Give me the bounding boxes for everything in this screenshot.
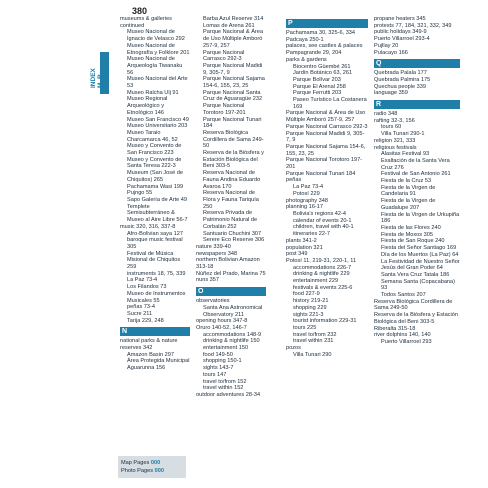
index-entry: entertainment 150: [203, 345, 249, 352]
index-entry: shopping 229: [293, 304, 327, 311]
index-entry: outdoor adventures 28-34: [196, 391, 261, 398]
index-entry: Amazon Basin 297: [127, 351, 174, 358]
index-entry: population 321: [286, 244, 323, 251]
index-entry: Exaltación de la Santa Vera Cruz 276: [381, 157, 450, 171]
index-entry: Parque Nacional & Área de Uso Múltiple Amboró 257-9, 257: [286, 110, 366, 124]
index-entry: Fiesta de San Roque 240: [381, 238, 445, 245]
index-entry: calendar of events 20-1: [293, 217, 352, 224]
index-entry: peñas 73-4: [127, 304, 155, 311]
index-entry: Fiesta de Moxos 305: [381, 231, 433, 238]
index-entry: Fiesta del Señor Santiago 169: [381, 245, 457, 252]
index-entry: Pampagrande 29, 204: [286, 50, 342, 57]
index-entry: Museo Ralcha Ulj 91: [127, 89, 179, 96]
index-entry: Museo Regional Arqueológico y Etnológico 146: [127, 96, 168, 116]
index-entry: Fiesta de la Virgen de Urkupiña 186: [381, 211, 460, 225]
index-entry: Semana Santa (Copacabana) 93: [381, 278, 456, 292]
index-entry: Museo Nacional de Etnografía y Folklore 201: [127, 42, 190, 56]
index-entry: Alasitas Festival 93: [381, 151, 430, 158]
index-entry: La Paz 73-4: [293, 184, 324, 191]
index-entry: Afro-Bolivian saya 127: [127, 230, 183, 237]
index-entry: Festival de San Antonio 261: [381, 171, 451, 178]
index-entry: travel within 231: [293, 338, 334, 345]
index-column-1: [120, 16, 190, 372]
index-entry: Reserva Privada de Patrimonio Natural de Corbalán 252: [203, 210, 258, 230]
index-entry: Museo San Francisco 49: [127, 116, 189, 123]
index-letter-heading: N: [120, 327, 190, 336]
index-entry: public holidays 349-9: [374, 29, 427, 36]
index-entry: Tarija 229, 248: [127, 317, 164, 324]
index-entry: Festival de Música Misional de Chiquitos 259: [127, 250, 181, 271]
index-column-3: [286, 16, 368, 358]
index-entry: Santa Ana Astronomical Observatory 211: [203, 304, 263, 318]
index-entry: Santuario Chuchini 307: [203, 230, 262, 237]
page-legend: [118, 456, 186, 478]
index-entry: Museo y Convento de Santa Teresa 222-3: [127, 156, 182, 170]
index-entry: Barba Azul Reserve 314: [203, 16, 264, 22]
index-column-2: [196, 16, 266, 399]
index-entry: Parque El Arenal 258: [293, 83, 346, 90]
index-entry: sights 221-3: [293, 311, 324, 318]
index-entry: Reserva de la Biósfera y Estación Biológica del Beni 303-5: [203, 150, 264, 170]
index-entry: history 219-21: [293, 298, 329, 305]
index-entry: Parque Nacional Sajama 154-6, 155, 23, 25: [286, 143, 366, 157]
index-entry: children, travel with 40-1: [293, 224, 354, 231]
index-entry: food 227-9: [293, 291, 320, 298]
index-entry: Núñez del Prado, Marina 75: [196, 270, 266, 277]
index-entry: Reserva Biológica Cordillera de Sama 249-50: [374, 298, 453, 312]
index-entry: Museo de Instrumentos Musicales 55: [127, 290, 186, 304]
index-entry: river dolphins 140, 140: [374, 332, 431, 339]
index-entry: travel to/from 152: [203, 378, 247, 385]
index-entry: Parque Nacional Torotoro 197-201: [203, 103, 246, 116]
index-letter-heading: O: [196, 287, 266, 296]
index-entry: language 359: [374, 90, 408, 97]
page-number: 380: [132, 6, 148, 16]
index-entry: Parque Nacional Santa Cruz de Aguaragüe 232: [203, 89, 263, 103]
index-entry: Pachamama Wasi 199: [127, 183, 184, 190]
index-entry: Reserva Nacional de Fauna Andina Eduardo Avaroa 170: [203, 170, 261, 190]
index-entry: Reserva de la Biósfera y Estación Biológica del Beni 303-5: [374, 312, 458, 325]
index-entry: Jardín Botánico 63, 261: [293, 70, 353, 77]
index-entry: travel to/from 232: [293, 331, 337, 338]
index-entry: nuns 357: [196, 277, 220, 284]
index-entry: drinking & nightlife 229: [293, 271, 350, 278]
index-entry: Museo Taraio Charcamarca 46, 52: [127, 129, 178, 143]
index-entry: Reserva Biológica Cordillera de Sama 249-50: [203, 129, 264, 150]
index-entry: tours 147: [203, 371, 227, 378]
index-entry: festivals & events 225-6: [293, 284, 353, 291]
index-entry: instruments 18, 75, 339: [127, 270, 186, 277]
index-entry: palaces, see castles & palaces: [286, 43, 363, 50]
index-entry: tours 225: [293, 324, 317, 331]
index-entry: Museo Universitario 203: [127, 123, 188, 130]
index-entry: Potosí 229: [293, 190, 320, 197]
index-entry: Fiesta de la Virgen de Guadalupe 207: [381, 198, 436, 211]
index-entry: northern Bolivian Amazon 313-18: [196, 257, 260, 271]
index-entry: Parque Bolívar 203: [293, 76, 341, 83]
index-entry: Potosí 11, 219-31, 220-1, 11: [286, 257, 357, 264]
index-entry: post 349: [286, 251, 308, 258]
index-entry: rafting 32-3, 156: [374, 117, 415, 124]
index-entry: Parque Nacional Carrasco 292-3: [203, 49, 245, 63]
index-entry: parks & gardens: [286, 56, 327, 63]
index-entry: Parque Nacional Torotoro 197-201: [286, 157, 363, 171]
index-entry: accommodations 226-7: [293, 264, 352, 271]
index-entry: museums & galleries continued: [120, 16, 172, 29]
index-entry: Día de los Muertos (La Paz) 64: [381, 251, 459, 258]
index-entry: Pujllay 20: [374, 42, 399, 49]
index-entry: Serere Eco Reserve 306: [203, 237, 265, 244]
index-entry: La Festividad de Nuestro Señor Jesús del Gran Poder 64: [381, 258, 460, 272]
index-entry: tours 60: [381, 124, 402, 131]
index-entry: Quebrada Palala 177: [374, 70, 427, 77]
index-entry: baroque music festival 305: [127, 237, 183, 250]
index-entry: photography 348: [286, 197, 328, 204]
index-entry: music 320, 316, 337-8: [120, 223, 176, 230]
index-entry: national parks & nature reserves 342: [120, 338, 178, 352]
index-entry: Lomas de Arena 261: [203, 22, 255, 29]
index-entry: Quechua people 339: [374, 83, 426, 90]
index-entry: radio 348: [374, 111, 398, 118]
index-entry: religion 321, 333: [374, 137, 416, 144]
index-column-4: [374, 16, 460, 346]
index-tab-label: INDEX M–R: [90, 68, 104, 88]
index-entry: opening hours 347-8: [196, 318, 248, 325]
index-entry: religious festivals: [374, 144, 417, 151]
index-entry: tourist information 229-31: [293, 318, 357, 325]
index-entry: Biocentro Güembé 261: [293, 63, 351, 70]
index-entry: Museo Nacional del Arte 53: [127, 76, 188, 90]
index-entry: Riberalta 315-18: [374, 325, 416, 332]
index-entry: Pachamama 30, 325-6, 334: [286, 30, 356, 36]
index-entry: Pujngo 55: [127, 190, 153, 197]
index-entry: Área Protegida Municipal Aguarunna 156: [127, 358, 190, 372]
index-entry: accommodations 148-9: [203, 331, 262, 338]
index-entry: Parque Nacional Carrasco 292-3: [286, 123, 368, 130]
index-entry: Quebrada Palmira 175: [374, 76, 431, 83]
index-entry: Puerto Villarroel 293: [381, 338, 432, 345]
index-entry: planning 16-17: [286, 204, 324, 211]
index-letter-heading: R: [374, 100, 460, 109]
index-entry: sights 143-7: [203, 365, 234, 372]
index-letter-heading: P: [286, 19, 368, 28]
index-entry: Museo y Convento de San Francisco 223: [127, 143, 182, 157]
index-entry: drinking & nightlife 150: [203, 338, 260, 345]
index-entry: Villa Tunari 290: [293, 351, 332, 358]
index-entry: newspapers 348: [196, 250, 238, 257]
index-entry: Pulacayo 166: [374, 49, 408, 56]
legend-map-pages: Map Pages 000: [121, 460, 161, 466]
index-entry: plants 341-2: [286, 237, 317, 244]
index-entry: Oruro 140-52, 146-7: [196, 324, 247, 331]
index-entry: peñas: [286, 177, 302, 184]
index-entry: Villa Tunari 290-1: [381, 131, 425, 138]
index-entry: Parque Nacional & Área de Uso Múltiple Amboró 257-9, 257: [203, 29, 264, 49]
index-entry: Bolivia's regions 42-4: [293, 210, 346, 217]
index-entry: Parque Nacional Tunari 184: [203, 116, 262, 130]
index-entry: food 149-50: [203, 351, 233, 358]
index-entry: Sucre 211: [127, 310, 153, 317]
index-entry: observatories: [196, 298, 230, 305]
index-entry: Santa Vera Cruz Tatala 186: [381, 271, 450, 278]
index-entry: protests 77, 184, 321, 332, 349: [374, 22, 452, 29]
index-entry: Padcaya 250-1: [286, 36, 324, 43]
index-entry: Parque Nacional Madidi 9, 305-7, 9: [203, 62, 263, 76]
index-entry: Reserva Nacional de Flora y Fauna Tariquía 250: [203, 190, 259, 210]
index-entry: Templete Semisubterráneo & Museo al Aire Libre 56-7: [127, 203, 188, 224]
index-entry: Fiesta de las Flores 240: [381, 224, 441, 231]
index-entry: Los Filandos 73: [127, 284, 167, 291]
index-letter-heading: Q: [374, 59, 460, 68]
index-entry: entertainment 229: [293, 278, 339, 285]
index-entry: La Paz 73-4: [127, 277, 158, 284]
index-entry: Parque Nacional Tunari 184: [286, 170, 356, 177]
index-entry: nature 339-40: [196, 243, 231, 250]
index-entry: Fiesta de la Cruz 53: [381, 178, 432, 185]
index-entry: pozos: [286, 345, 301, 352]
index-entry: Museo Nacional de Arqueología Tiwanaku 56: [127, 56, 183, 76]
index-entry: Parque Ferrutti 203: [293, 90, 342, 97]
index-entry: Paseo Turístico La Costanera 169: [293, 97, 367, 110]
index-entry: shopping 150-1: [203, 358, 242, 365]
index-entry: itineraries 22-7: [293, 231, 330, 238]
index-entry: Parque Nacional Madidi 9, 305-7, 9: [286, 130, 365, 144]
index-entry: Fiesta de la Virgen de Candelaria 91: [381, 184, 436, 198]
index-entry: travel within 152: [203, 385, 244, 392]
index-entry: Museo Nacional de Ignacio de Velasco 292: [127, 29, 185, 43]
index-entry: Sapo Galería de Arte 49: [127, 196, 188, 203]
index-entry: Todos Santos 207: [381, 292, 426, 299]
index-entry: Parque Nacional Sajama 154-6, 155, 23, 25: [203, 76, 265, 90]
index-entry: Puerto Villarroel 293-4: [374, 36, 430, 43]
legend-photo-pages: Photo Pages 000: [121, 468, 164, 474]
index-entry: propane heaters 345: [374, 16, 426, 22]
index-entry: Museum (San José de Chiquitos) 265: [127, 170, 183, 183]
